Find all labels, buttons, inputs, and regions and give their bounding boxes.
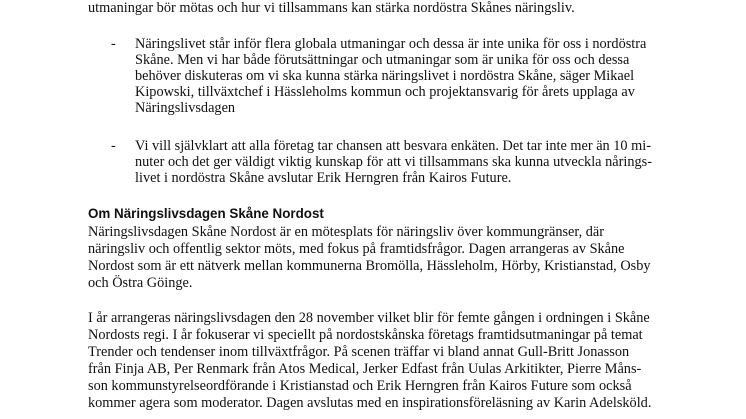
about-p2-line-3: Trender och tendenser inom tillväxtfrågor. På scenen träffar vi bland annat Gull-Britt Jonasson <box>88 344 630 360</box>
about-p1-line-4: och Östra Göinge. <box>88 275 193 291</box>
about-p2-line-6: kommer agera som moderator. Dagen avslutas med en inspirationsföreläsning av Karin Adelsköld. <box>88 395 652 411</box>
quote-1-line-3: behöver diskuteras om vi ska kunna stärka näringslivet i nordöstra Skåne, säger Mikael <box>135 68 635 84</box>
about-p1-line-3: Nordost som är ett nätverk mellan kommunerna Bromölla, Hässleholm, Hörby, Kristianstad, Osby <box>88 258 651 274</box>
about-p1-line-2: näringsliv och offentlig sektor möts, med fokus på framtidsfrågor. Dagen arrangeras av Skåne <box>88 241 625 257</box>
bullet-dash: - <box>111 138 116 154</box>
quote-1-line-2: Skåne. Men vi har både förutsättningar och utmaningar som är unika för oss och dessa <box>135 52 630 68</box>
section-heading: Om Näringslivsdagen Skåne Nordost <box>88 206 324 221</box>
about-p2-line-5: son kommunstyrelseordförande i Kristianstad och Erik Herngren från Kairos Future som också <box>88 378 632 394</box>
about-p1-line-1: Näringslivsdagen Skåne Nordost är en mötesplats för näringsliv över kommungränser, där <box>88 224 604 240</box>
about-p2-line-2: Nordosts regi. I år fokuserar vi speciellt på nordostskånska företags framtidsutmaningar på temat <box>88 327 643 343</box>
quote-1-line-5: Näringslivsdagen <box>135 100 236 116</box>
about-p2-line-1: I år arrangeras näringslivsdagen den 28 november vilket blir för femte gången i ordningen i Skåne <box>88 310 650 326</box>
quote-1-line-4: Kipowski, tillväxtchef i Hässleholms kommun och projektansvarig för årets upplaga av <box>135 84 635 100</box>
quote-1-line-1: Näringslivet står inför flera globala utmaningar och dessa är inte unika för oss i nordöstra <box>135 36 647 52</box>
quote-2-line-1: Vi vill självklart att alla företag tar chansen att besvara enkäten. Det tar inte mer än 10 mi- <box>135 138 652 154</box>
quote-2-line-3: livet i nordöstra Skåne avslutar Erik Herngren från Kairos Future. <box>135 170 512 186</box>
about-p2-line-4: från Finja AB, Per Renmark från Atos Medical, Jerker Edfast från Uulas Arkitikter, Pierre Måns- <box>88 361 642 377</box>
bullet-dash: - <box>111 36 116 52</box>
quote-2-line-2: nuter och det ger väldigt viktig kunskap för att vi tillsammans ska kunna utveckla nårings- <box>135 154 652 170</box>
intro-line: utmaningar bör mötas och hur vi tillsammans kan stärka nordöstra Skånes näringsliv. <box>88 0 575 16</box>
